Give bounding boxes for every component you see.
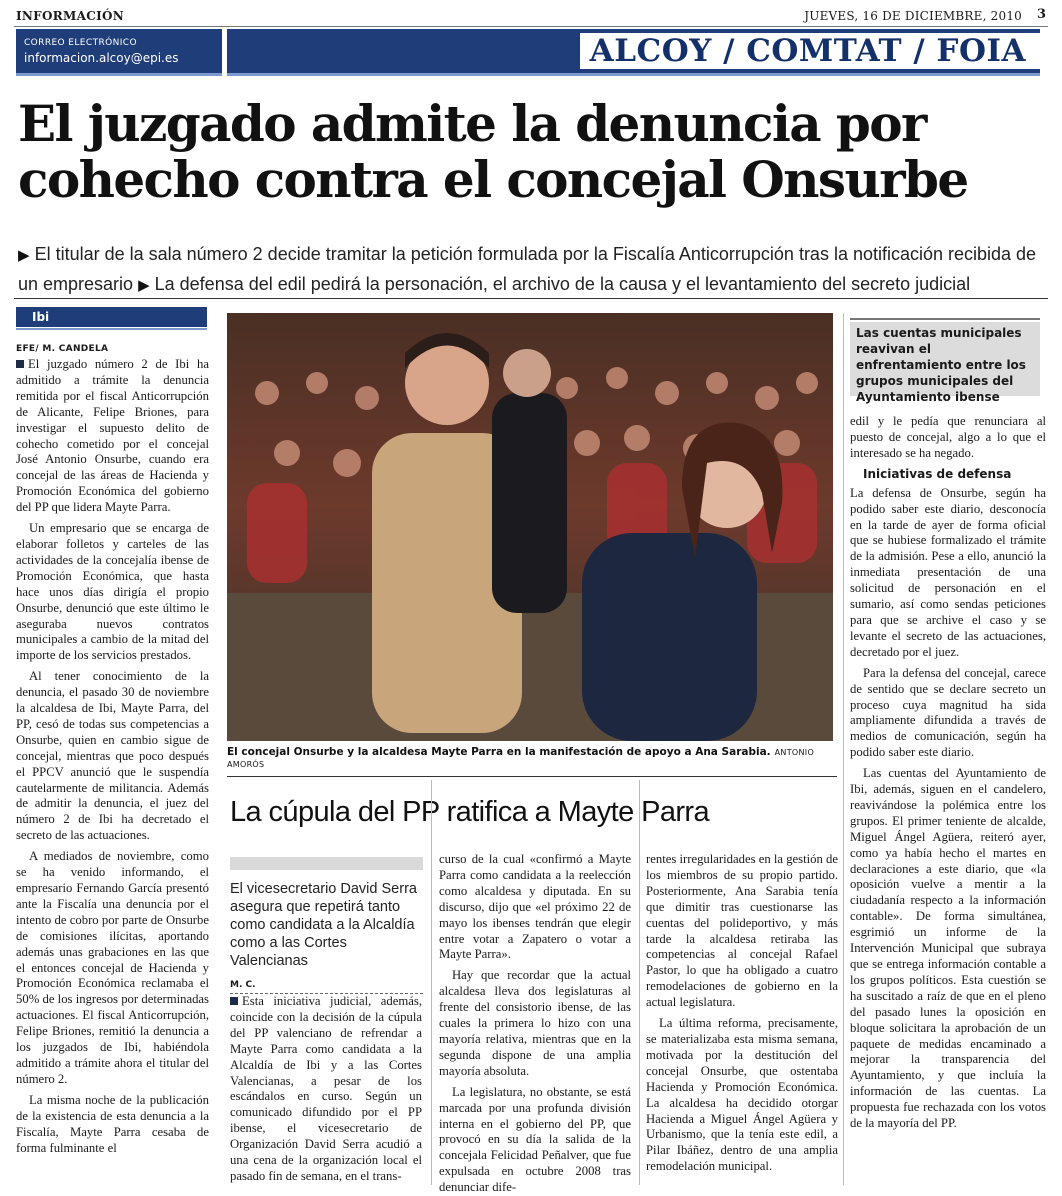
caption-rule: [227, 776, 837, 777]
deck-bar: [230, 857, 423, 870]
paragraph: El juzgado número 2 de Ibi ha admitido a trámite la denuncia remitida por el fiscal Anticorrupción de Alicante, Felipe Briones, para investigar el supuesto delito de cohecho cometido por el concejal José Antonio Onsurbe, cuando era concejal de las áreas de Hacienda y Promoción Económica del gobierno del PP que lidera Mayte Parra.: [16, 357, 209, 515]
section-title: ALCOY / COMTAT / FOIA: [580, 33, 1040, 69]
sidebar-title: Las cuentas municipales reavivan el enfrentamiento entre los grupos municipales del Ayuntamiento ibense: [850, 322, 1040, 396]
main-story-column-right: [850, 414, 1046, 1185]
byline: EFE/ M. CANDELA: [16, 344, 109, 354]
secondary-deck-box: [230, 857, 423, 973]
paragraph: curso de la cual «confirmó a Mayte Parra como candidata a la reelección como alcaldesa y diputada. En su discurso, dijo que «el próximo 22 de mayo los ibenses tendrán que elegir entre votar a Zapatero o votar a Mayte Parra».: [439, 852, 631, 962]
paragraph: A mediados de noviembre, como se ha venido informando, el empresario Fernando García presentó ante la Fiscalía una denuncia por el intento de cobro por parte de Onsurbe de comisiones ilícitas, aportando además unas grabaciones en las que el entonces concejal de Hacienda y Promoción Económica reclamaba el 50% de los ingresos por determinadas actuaciones. El fiscal Anticorrupción, Felipe Briones, remitió la denuncia a los juzgados de Ibi, habiéndola admitido a trámite ahora el titular del número 2.: [16, 849, 209, 1086]
paragraph: La defensa de Onsurbe, según ha podido saber este diario, desconocía en la tarde de ayer de forma oficial que se hubiese formalizado el trámite de la admisión. Pese a ello, anunció la inmediata presentación de una solicitud de personación en el sumario, así como sendas peticiones para que se archive el caso y se levante el secreto de las actuaciones, decretado por el juez.: [850, 485, 1046, 659]
paragraph: Para la defensa del concejal, carece de sentido que se declare secreto un proceso cuya magnitud ha sida ampliamente difundida a través de medios de comunicación, según ha podido saber este diario.: [850, 665, 1046, 760]
square-bullet-icon: [16, 360, 24, 368]
triangle-bullet-icon: ▶: [138, 277, 150, 294]
email-address[interactable]: informacion.alcoy@epi.es: [24, 51, 179, 65]
subhead-part-2: La defensa del edil pedirá la personación, el archivo de la causa y el levantamiento del secreto judicial: [154, 274, 971, 294]
newspaper-section-name: INFORMACIÓN: [16, 9, 125, 23]
photo-caption: El concejal Onsurbe y la alcaldesa Mayte Parra en la manifestación de apoyo a Ana Sarabia. ANTONIO AMORÓS: [227, 746, 815, 769]
photo-credit: ANTONIO AMORÓS: [227, 748, 815, 769]
paragraph: Un empresario que se encarga de elaborar folletos y carteles de las actividades de la concejalía ibense de Promoción Económica, que hasta hace unos días dirigía el propio Onsurbe, denunció que este último le aseguraba nuevos contratos municipales a cambio de la mitad del importe de los servicios prestados.: [16, 521, 209, 663]
column-divider: [639, 780, 640, 1185]
triangle-bullet-icon: ▶: [18, 247, 30, 264]
secondary-column-1: [230, 994, 422, 1184]
section-bar: [227, 29, 1040, 76]
section-subheading: Iniciativas de defensa: [863, 466, 1012, 481]
square-bullet-icon: [230, 997, 238, 1005]
subhead: [18, 240, 1048, 300]
secondary-headline: La cúpula del PP ratifica a Mayte Parra: [230, 796, 710, 828]
issue-date: JUEVES, 16 DE DICIEMBRE, 2010: [804, 9, 1022, 23]
subhead-part-1: El titular de la sala número 2 decide tramitar la petición formulada por la Fiscalía Anticorrupción tras la notificación recibida de un empresario: [18, 244, 1037, 294]
email-box: [16, 29, 222, 76]
paragraph: La misma noche de la publicación de la existencia de esta denuncia a la Fiscalía, Mayte Parra cesaba de forma fulminante el: [16, 1092, 209, 1155]
email-label: CORREO ELECTRÓNICO: [24, 38, 137, 48]
paragraph: rentes irregularidades en la gestión de los miembros de su propio partido. Posteriormente, Ana Sarabia tenía que dimitir tras cuestionarse las cuentas del polideportivo, y más tarde la alcaldesa retiraba las competencias al concejal Rafael Pastor, lo que ha obligado a cuatro remodelaciones de gobierno en la actual legislatura.: [646, 852, 838, 1010]
column-divider: [843, 313, 844, 1185]
paragraph: edil y le pedía que renunciara al puesto de concejal, algo a lo que el interesado se ha negado.: [850, 414, 1046, 460]
paragraph: Al tener conocimiento de la denuncia, el pasado 30 de noviembre la alcaldesa de Ibi, Mayte Parra, del PP, cesó de todas sus competencias a Onsurbe, quien en cambio sigue de concejal, mientras que poco después el PPCV anunció que le suspendía cautelarmente de militancia. Además de admitir la denuncia, el juez del número 2 de Ibi ha decretado el secreto de las actuaciones.: [16, 669, 209, 843]
paragraph: Esta iniciativa judicial, además, coincide con la decisión de la cúpula del PP valenciano de refrendar a Mayte Parra como candidata a la Alcaldía de Ibi y a las Cortes Valencianas, a pesar de los escándalos en curso. Según un comunicado difundido por el PP ibense, el vicesecretario de Organización David Serra acudió a una cena de la organización local el pasado fin de semana, en el trans-: [230, 994, 422, 1183]
photo-illustration: [227, 313, 833, 741]
paragraph: La última reforma, precisamente, se materializaba esta misma semana, motivada por la destitución del concejal Onsurbe, que ostentaba Hacienda y Promoción Económica. La alcaldesa ha decidido otorgar Hacienda a Miguel Ángel Agüera y Urbanismo, que la tenía este edil, a Pilar Ibáñez, dentro de una amplia remodelación municipal.: [646, 1016, 838, 1174]
column-divider: [431, 780, 432, 1185]
page-number: 3: [1036, 7, 1046, 22]
secondary-column-3: [646, 852, 838, 1185]
paragraph: La legislatura, no obstante, se está marcada por una profunda división interna en el gobierno del PP, que provocó en su día la salida de la concejala Felicidad Peñalver, que fue expulsada en octubre 2008 tras denunciar dife-: [439, 1084, 631, 1195]
top-rule: [14, 26, 1048, 27]
headline: El juzgado admite la denuncia por cohecho contra el concejal Onsurbe: [18, 94, 968, 209]
location-tag: Ibi: [16, 307, 207, 327]
secondary-deck: El vicesecretario David Serra asegura que repetirá tanto como candidata a la Alcaldía como a las Cortes Valencianas: [230, 881, 417, 969]
secondary-column-2: [439, 852, 631, 1195]
secondary-byline: M. C.: [230, 980, 256, 990]
paragraph: Hay que recordar que la actual alcaldesa lleva dos legislaturas al frente del consistorio ibense, de las cuales la primera lo hizo con una mayoría relativa, mientras que en la segunda dispone de una amplia mayoría absoluta.: [439, 968, 631, 1078]
paragraph: Las cuentas del Ayuntamiento de Ibi, además, siguen en el candelero, reavivándose la polémica entre los grupos. El primer teniente de alcalde, Miguel Ángel Agüera, reiteró ayer, como ya había hecho el martes en declaraciones a este diario, que «la oposición vuelve a mentir a la ciudadanía respecto a la información contable». De forma simultánea, esgrimió un informe de la Intervención Municipal que subraya que se entrega información contable a los grupos políticos. Esta cuestión se ha suscitado a raíz de que en el pleno del pasado lunes la oposición en bloque solicitara la aprobación de un paquete de medidas encaminado a mejorar la transparencia del Ayuntamiento, y que incluía la información de las cuentas. La propuesta fue rechazada con los votos de la mayoría del PP.: [850, 766, 1046, 1131]
news-photo: [227, 313, 833, 741]
headline-rule: [14, 298, 1048, 299]
main-story-column-1: [16, 357, 209, 1185]
